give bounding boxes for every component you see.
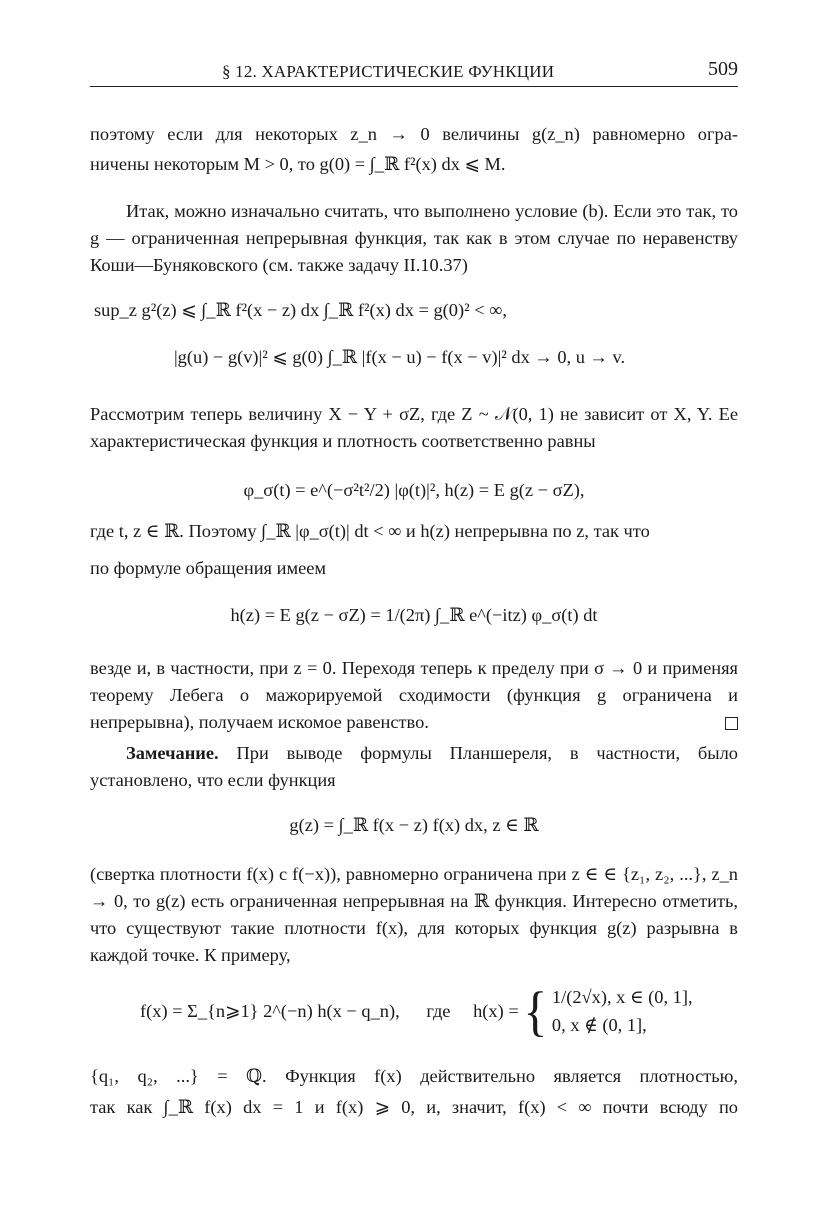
page-number: 509 — [708, 58, 738, 80]
paragraph-6: (свертка плотности f(x) с f(−x)), равномерно ограничена при z ∈ ∈ {z₁, z₂, ...}, z_n → 0, то g(z) есть ограниченная непрерывная на ℝ функция. Интересно отметить, что существуют такие плотности f(x), для которых функция g(z) разрывна в каждой точке. К примеру, — [90, 864, 738, 965]
paragraph-1 — [90, 121, 738, 178]
eq5-case1: 1/(2√x), x ∈ (0, 1], — [551, 987, 693, 1007]
equation-4: g(z) = ∫_ℝ f(x − z) f(x) dx, z ∈ ℝ — [289, 815, 539, 835]
remark-label: Замечание. — [126, 743, 219, 763]
page — [90, 56, 738, 1121]
equation-2: φ_σ(t) = e^(−σ²t²/2) |φ(t)|², h(z) = E g(z − σZ), — [243, 480, 585, 500]
paragraph-2: Итак, можно изначально считать, что выполнено условие (b). Если это так, то g — ограниченная непрерывная функция, так как в этом случае по неравенству Коши—Буняковского (см. также задачу II.10.37) — [90, 201, 738, 275]
running-header — [90, 56, 738, 87]
section-title: § 12. ХАРАКТЕРИСТИЧЕСКИЕ ФУНКЦИИ — [222, 62, 555, 81]
eq1-line2: |g(u) − g(v)|² ⩽ g(0) ∫_ℝ |f(x − u) − f(x − v)|² dx → 0, u → v. — [174, 347, 626, 367]
paragraph-7 — [90, 1063, 738, 1121]
p7-line2: так как ∫_ℝ f(x) dx = 1 и f(x) ⩾ 0, и, значит, f(x) < ∞ почти всюду по — [90, 1097, 738, 1117]
eq5-left: f(x) = Σ_{n⩾1} 2^(−n) h(x − q_n), — [140, 1000, 400, 1021]
eq1-line1: sup_z g²(z) ⩽ ∫_ℝ f²(x − z) dx ∫_ℝ f²(x) dx = g(0)² < ∞, — [94, 300, 507, 320]
paragraph-4 — [90, 518, 738, 582]
p7-line1: {q₁, q₂, ...} = ℚ. Функция f(x) действительно является плотностью, — [90, 1066, 738, 1086]
remark — [90, 740, 738, 794]
eq5-where: где — [426, 1000, 451, 1021]
equation-5 — [90, 980, 738, 1045]
equation-3: h(z) = E g(z − σZ) = 1/(2π) ∫_ℝ e^(−itz) φ_σ(t) dt — [230, 605, 598, 625]
p5-text: везде и, в частности, при z = 0. Переходя теперь к пределу при σ → 0 и применяя теорему Лебега о мажорируемой сходимости (функция g ограничена и непрерывна), получаем искомое равенство. — [90, 658, 738, 732]
equation-1 — [90, 297, 738, 371]
cases-brace: { — [523, 980, 548, 1042]
eq5-h-def: h(x) = — [473, 1000, 519, 1021]
qed-square-icon — [725, 717, 738, 730]
p4-line1: где t, z ∈ ℝ. Поэтому ∫_ℝ |φ_σ(t)| dt < ∞ и h(z) непрерывна по z, так что — [90, 521, 650, 541]
paragraph-5 — [90, 655, 738, 736]
eq5-cases — [552, 983, 693, 1039]
p1-line1: поэтому если для некоторых z_n → 0 величины g(z_n) равномерно огра- — [90, 124, 738, 144]
paragraph-3: Рассмотрим теперь величину X − Y + σZ, где Z ~ 𝒩(0, 1) не зависит от X, Y. Ее характеристическая функция и плотность соответственно равны — [90, 404, 738, 451]
eq5-case2: 0, x ∉ (0, 1], — [551, 1015, 647, 1035]
p4-line2: по формуле обращения имеем — [90, 558, 327, 578]
p1-line2: ничены некоторым M > 0, то g(0) = ∫_ℝ f²(x) dx ⩽ M. — [90, 154, 506, 174]
remark-text: При выводе формулы Планшереля, в частности, было установлено, что если функция — [90, 743, 738, 790]
